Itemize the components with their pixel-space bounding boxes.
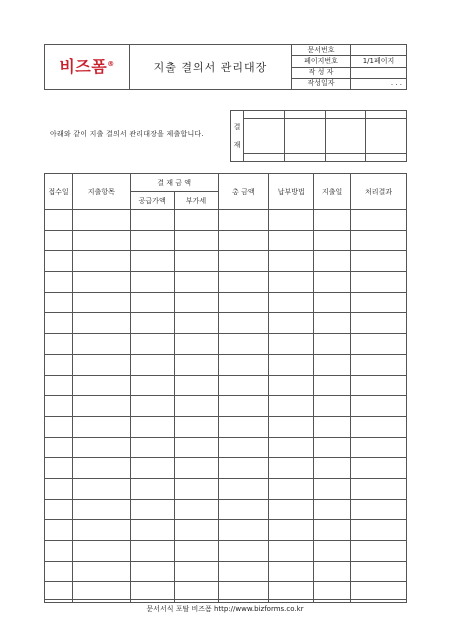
- bizforms-logo: 비즈폼®: [59, 56, 115, 76]
- header-expense-item: 지출항목: [72, 174, 130, 210]
- ledger-cell: [314, 334, 351, 355]
- ledger-cell: [218, 272, 269, 293]
- ledger-cell: [174, 292, 218, 313]
- ledger-cell: [218, 375, 269, 396]
- ledger-cell: [314, 292, 351, 313]
- ledger-cell: [218, 499, 269, 520]
- approval-date-cell: [366, 153, 407, 161]
- ledger-cell: [351, 334, 407, 355]
- ledger-cell: [269, 210, 314, 231]
- ledger-cell: [72, 478, 130, 499]
- approval-title-cell: [325, 111, 366, 119]
- ledger-cell: [45, 210, 73, 231]
- ledger-cell: [269, 354, 314, 375]
- ledger-cell: [314, 437, 351, 458]
- approval-sign-cell: [325, 119, 366, 154]
- ledger-body: [45, 210, 407, 603]
- ledger-cell: [218, 541, 269, 562]
- ledger-cell: [269, 561, 314, 582]
- ledger-cell: [72, 541, 130, 562]
- ledger-cell: [218, 458, 269, 479]
- ledger-cell: [314, 375, 351, 396]
- ledger-cell: [72, 313, 130, 334]
- ledger-cell: [130, 478, 174, 499]
- ledger-cell: [269, 541, 314, 562]
- ledger-cell: [130, 375, 174, 396]
- ledger-cell: [72, 230, 130, 251]
- approval-title-cell: [244, 111, 285, 119]
- ledger-cell: [130, 437, 174, 458]
- ledger-cell: [130, 230, 174, 251]
- ledger-cell: [130, 458, 174, 479]
- ledger-cell: [45, 458, 73, 479]
- ledger-cell: [45, 334, 73, 355]
- ledger-cell: [130, 334, 174, 355]
- ledger-cell: [269, 478, 314, 499]
- ledger-cell: [72, 520, 130, 541]
- ledger-row: [45, 210, 407, 231]
- ledger-cell: [351, 416, 407, 437]
- header-result: 처리결과: [351, 174, 407, 210]
- ledger-cell: [218, 416, 269, 437]
- approval-date-cell: [325, 153, 366, 161]
- ledger-cell: [314, 354, 351, 375]
- ledger-cell: [72, 292, 130, 313]
- ledger-row: [45, 478, 407, 499]
- ledger-cell: [351, 478, 407, 499]
- ledger-cell: [351, 375, 407, 396]
- ledger-cell: [351, 541, 407, 562]
- ledger-row: [45, 520, 407, 541]
- ledger-cell: [218, 334, 269, 355]
- intro-text: 아래와 같이 지출 결의서 관리대장을 제출합니다.: [50, 130, 204, 138]
- ledger-cell: [218, 396, 269, 417]
- ledger-cell: [314, 478, 351, 499]
- ledger-cell: [314, 561, 351, 582]
- ledger-cell: [351, 520, 407, 541]
- ledger-cell: [314, 541, 351, 562]
- ledger-cell: [174, 499, 218, 520]
- ledger-cell: [218, 292, 269, 313]
- ledger-cell: [351, 396, 407, 417]
- ledger-row: [45, 313, 407, 334]
- ledger-cell: [174, 520, 218, 541]
- ledger-cell: [72, 499, 130, 520]
- ledger-cell: [218, 354, 269, 375]
- ledger-cell: [174, 210, 218, 231]
- ledger-cell: [269, 334, 314, 355]
- date-value: . . .: [351, 78, 407, 89]
- ledger-cell: [72, 458, 130, 479]
- ledger-cell: [72, 561, 130, 582]
- document-header: [44, 44, 407, 90]
- ledger-cell: [45, 313, 73, 334]
- ledger-cell: [269, 416, 314, 437]
- ledger-cell: [45, 292, 73, 313]
- ledger-row: [45, 354, 407, 375]
- ledger-cell: [269, 251, 314, 272]
- ledger-cell: [174, 334, 218, 355]
- footer-text: 문서서식 포탈 비즈폼 http://www.bizforms.co.kr: [146, 605, 304, 613]
- ledger-row: [45, 334, 407, 355]
- ledger-cell: [269, 437, 314, 458]
- header-vat: 부가세: [174, 192, 218, 210]
- doc-number-value: [351, 45, 407, 56]
- ledger-cell: [351, 272, 407, 293]
- header-expense-date: 지출일: [314, 174, 351, 210]
- ledger-cell: [45, 230, 73, 251]
- ledger-row: [45, 230, 407, 251]
- doc-number-label: 문서번호: [292, 45, 351, 56]
- approval-box: [230, 110, 407, 162]
- ledger-cell: [351, 230, 407, 251]
- ledger-cell: [174, 375, 218, 396]
- ledger-cell: [269, 375, 314, 396]
- header-approval-amount: 결 재 금 액: [130, 174, 218, 192]
- ledger-cell: [130, 313, 174, 334]
- ledger-cell: [351, 292, 407, 313]
- approval-date-cell: [244, 153, 285, 161]
- footer-divider: [44, 599, 407, 600]
- ledger-cell: [269, 499, 314, 520]
- ledger-row: [45, 396, 407, 417]
- logo-cell: [45, 45, 130, 90]
- ledger-row: [45, 272, 407, 293]
- ledger-cell: [269, 520, 314, 541]
- page-number-label: 페이지번호: [292, 56, 351, 67]
- author-value: [351, 67, 407, 78]
- ledger-cell: [45, 541, 73, 562]
- ledger-cell: [351, 458, 407, 479]
- approval-date-cell: [284, 153, 325, 161]
- header-supply-value: 공급가액: [130, 192, 174, 210]
- ledger-cell: [45, 396, 73, 417]
- ledger-cell: [351, 354, 407, 375]
- approval-sign-cell: [284, 119, 325, 154]
- ledger-cell: [314, 458, 351, 479]
- ledger-cell: [130, 396, 174, 417]
- ledger-cell: [174, 437, 218, 458]
- approval-title-cell: [366, 111, 407, 119]
- ledger-cell: [314, 272, 351, 293]
- ledger-cell: [218, 210, 269, 231]
- ledger-cell: [314, 416, 351, 437]
- header-payment-method: 납부방법: [269, 174, 314, 210]
- ledger-cell: [174, 272, 218, 293]
- ledger-cell: [314, 520, 351, 541]
- header-receipt-date: 접수일: [45, 174, 73, 210]
- ledger-cell: [45, 561, 73, 582]
- ledger-cell: [174, 478, 218, 499]
- ledger-cell: [314, 396, 351, 417]
- ledger-cell: [72, 396, 130, 417]
- ledger-cell: [72, 334, 130, 355]
- ledger-cell: [72, 375, 130, 396]
- ledger-cell: [351, 499, 407, 520]
- ledger-cell: [130, 520, 174, 541]
- ledger-cell: [130, 561, 174, 582]
- ledger-cell: [174, 396, 218, 417]
- ledger-cell: [314, 210, 351, 231]
- ledger-row: [45, 375, 407, 396]
- ledger-cell: [45, 437, 73, 458]
- ledger-cell: [130, 272, 174, 293]
- ledger-cell: [45, 520, 73, 541]
- ledger-cell: [269, 272, 314, 293]
- ledger-cell: [218, 478, 269, 499]
- ledger-cell: [72, 272, 130, 293]
- ledger-cell: [130, 210, 174, 231]
- ledger-cell: [351, 251, 407, 272]
- ledger-cell: [314, 230, 351, 251]
- ledger-cell: [218, 251, 269, 272]
- ledger-cell: [314, 499, 351, 520]
- approval-sign-cell: [244, 119, 285, 154]
- ledger-cell: [130, 354, 174, 375]
- ledger-cell: [218, 437, 269, 458]
- ledger-cell: [45, 416, 73, 437]
- ledger-row: [45, 541, 407, 562]
- ledger-cell: [218, 561, 269, 582]
- ledger-cell: [130, 292, 174, 313]
- ledger-cell: [269, 313, 314, 334]
- ledger-cell: [72, 251, 130, 272]
- document-title: 지출 결의서 관리대장: [130, 45, 292, 90]
- ledger-cell: [218, 520, 269, 541]
- ledger-cell: [174, 541, 218, 562]
- ledger-cell: [269, 458, 314, 479]
- approval-title-cell: [284, 111, 325, 119]
- ledger-cell: [269, 292, 314, 313]
- ledger-cell: [72, 354, 130, 375]
- date-label: 작성일자: [292, 78, 351, 89]
- ledger-row: [45, 458, 407, 479]
- ledger-cell: [45, 478, 73, 499]
- ledger-cell: [174, 230, 218, 251]
- ledger-cell: [174, 458, 218, 479]
- ledger-cell: [45, 375, 73, 396]
- ledger-cell: [351, 437, 407, 458]
- author-label: 작 성 자: [292, 67, 351, 78]
- ledger-cell: [45, 499, 73, 520]
- ledger-cell: [174, 561, 218, 582]
- ledger-row: [45, 416, 407, 437]
- ledger-cell: [314, 313, 351, 334]
- ledger-cell: [269, 230, 314, 251]
- approval-sign-cell: [366, 119, 407, 154]
- ledger-row: [45, 561, 407, 582]
- ledger-cell: [130, 541, 174, 562]
- ledger-cell: [269, 396, 314, 417]
- ledger-cell: [72, 437, 130, 458]
- ledger-cell: [72, 210, 130, 231]
- header-total-amount: 총 금액: [218, 174, 269, 210]
- ledger-cell: [218, 230, 269, 251]
- approval-label: 결 재: [231, 111, 244, 162]
- ledger-cell: [130, 251, 174, 272]
- ledger-cell: [45, 354, 73, 375]
- ledger-cell: [314, 251, 351, 272]
- ledger-cell: [351, 313, 407, 334]
- ledger-cell: [174, 416, 218, 437]
- ledger-cell: [45, 251, 73, 272]
- ledger-row: [45, 251, 407, 272]
- ledger-cell: [351, 561, 407, 582]
- ledger-row: [45, 499, 407, 520]
- ledger-cell: [174, 313, 218, 334]
- ledger-cell: [174, 251, 218, 272]
- ledger-cell: [45, 272, 73, 293]
- ledger-cell: [174, 354, 218, 375]
- ledger-cell: [351, 210, 407, 231]
- ledger-row: [45, 292, 407, 313]
- ledger-cell: [130, 499, 174, 520]
- page-number-value: 1/1페이지: [351, 56, 407, 67]
- ledger-row: [45, 437, 407, 458]
- ledger-cell: [130, 416, 174, 437]
- expense-ledger-table: [44, 173, 407, 603]
- ledger-cell: [72, 416, 130, 437]
- ledger-cell: [218, 313, 269, 334]
